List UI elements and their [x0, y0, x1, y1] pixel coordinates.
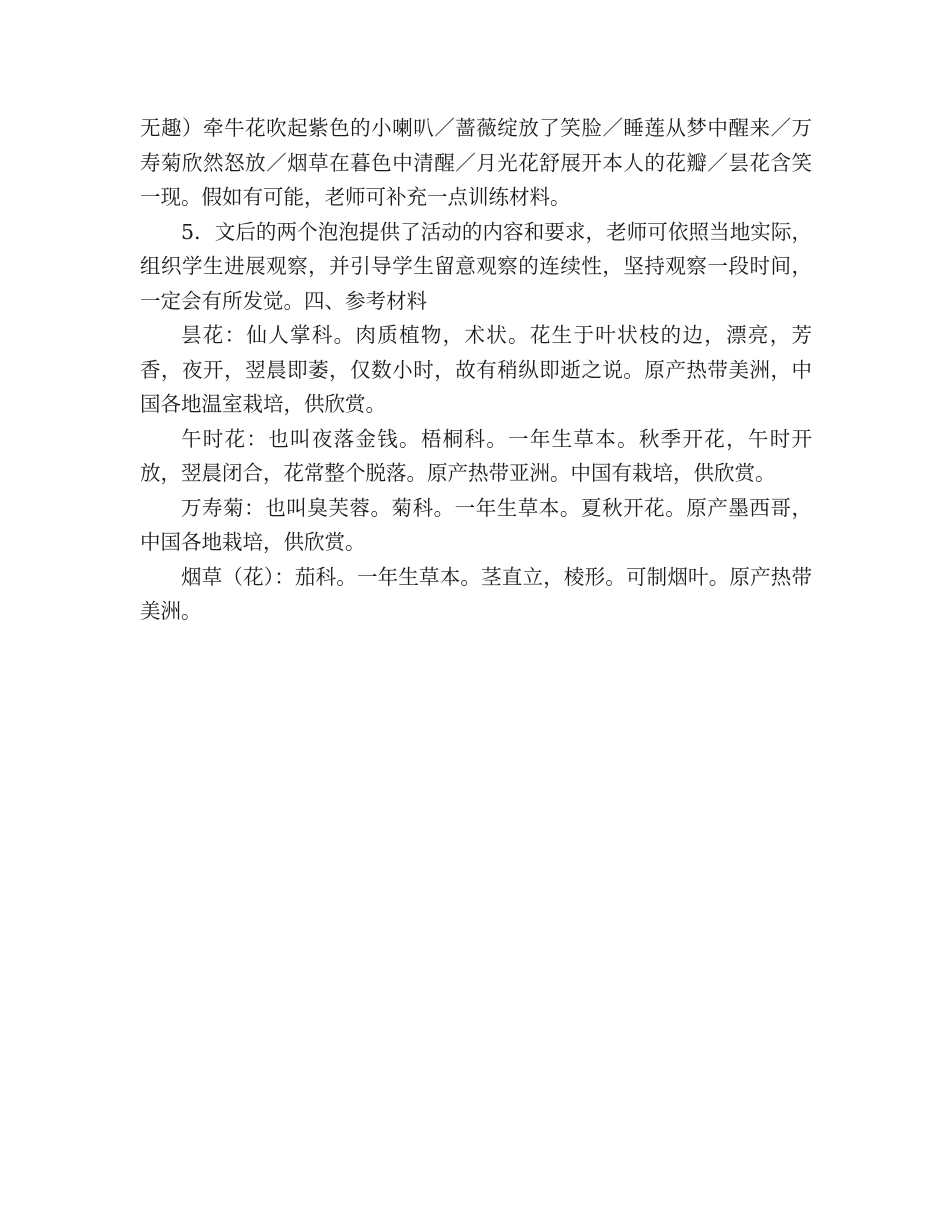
document-body — [140, 111, 812, 629]
paragraph-wushihua: 午时花：也叫夜落金钱。梧桐科。一年生草本。秋季开花，午时开放，翌晨闭合，花常整个脱落。原产热带亚洲。中国有栽培，供欣赏。 — [140, 426, 812, 485]
paragraph-continuation: 无趣）牵牛花吹起紫色的小喇叭／蔷薇绽放了笑脸／睡莲从梦中醒来／万寿菊欣然怒放／烟草在暮色中清醒／月光花舒展开本人的花瓣／昙花含笑一现。假如有可能，老师可补充一点训练材料。 — [140, 116, 812, 209]
paragraph-yancao: 烟草（花）：茄科。一年生草本。茎直立，棱形。可制烟叶。原产热带美洲。 — [140, 564, 812, 623]
paragraph-wanshouju: 万寿菊：也叫臭芙蓉。菊科。一年生草本。夏秋开花。原产墨西哥，中国各地栽培，供欣赏。 — [140, 495, 812, 554]
paragraph-item-5: 5．文后的两个泡泡提供了活动的内容和要求，老师可依照当地实际，组织学生进展观察，并引导学生留意观察的连续性，坚持观察一段时间，一定会有所发觉。四、参考材料 — [140, 219, 812, 313]
paragraph-tanhua: 昙花：仙人掌科。肉质植物，术状。花生于叶状枝的边，漂亮，芳香，夜开，翌晨即萎，仅数小时，故有稍纵即逝之说。原产热带美洲，中国各地温室栽培，供欣赏。 — [140, 323, 812, 416]
